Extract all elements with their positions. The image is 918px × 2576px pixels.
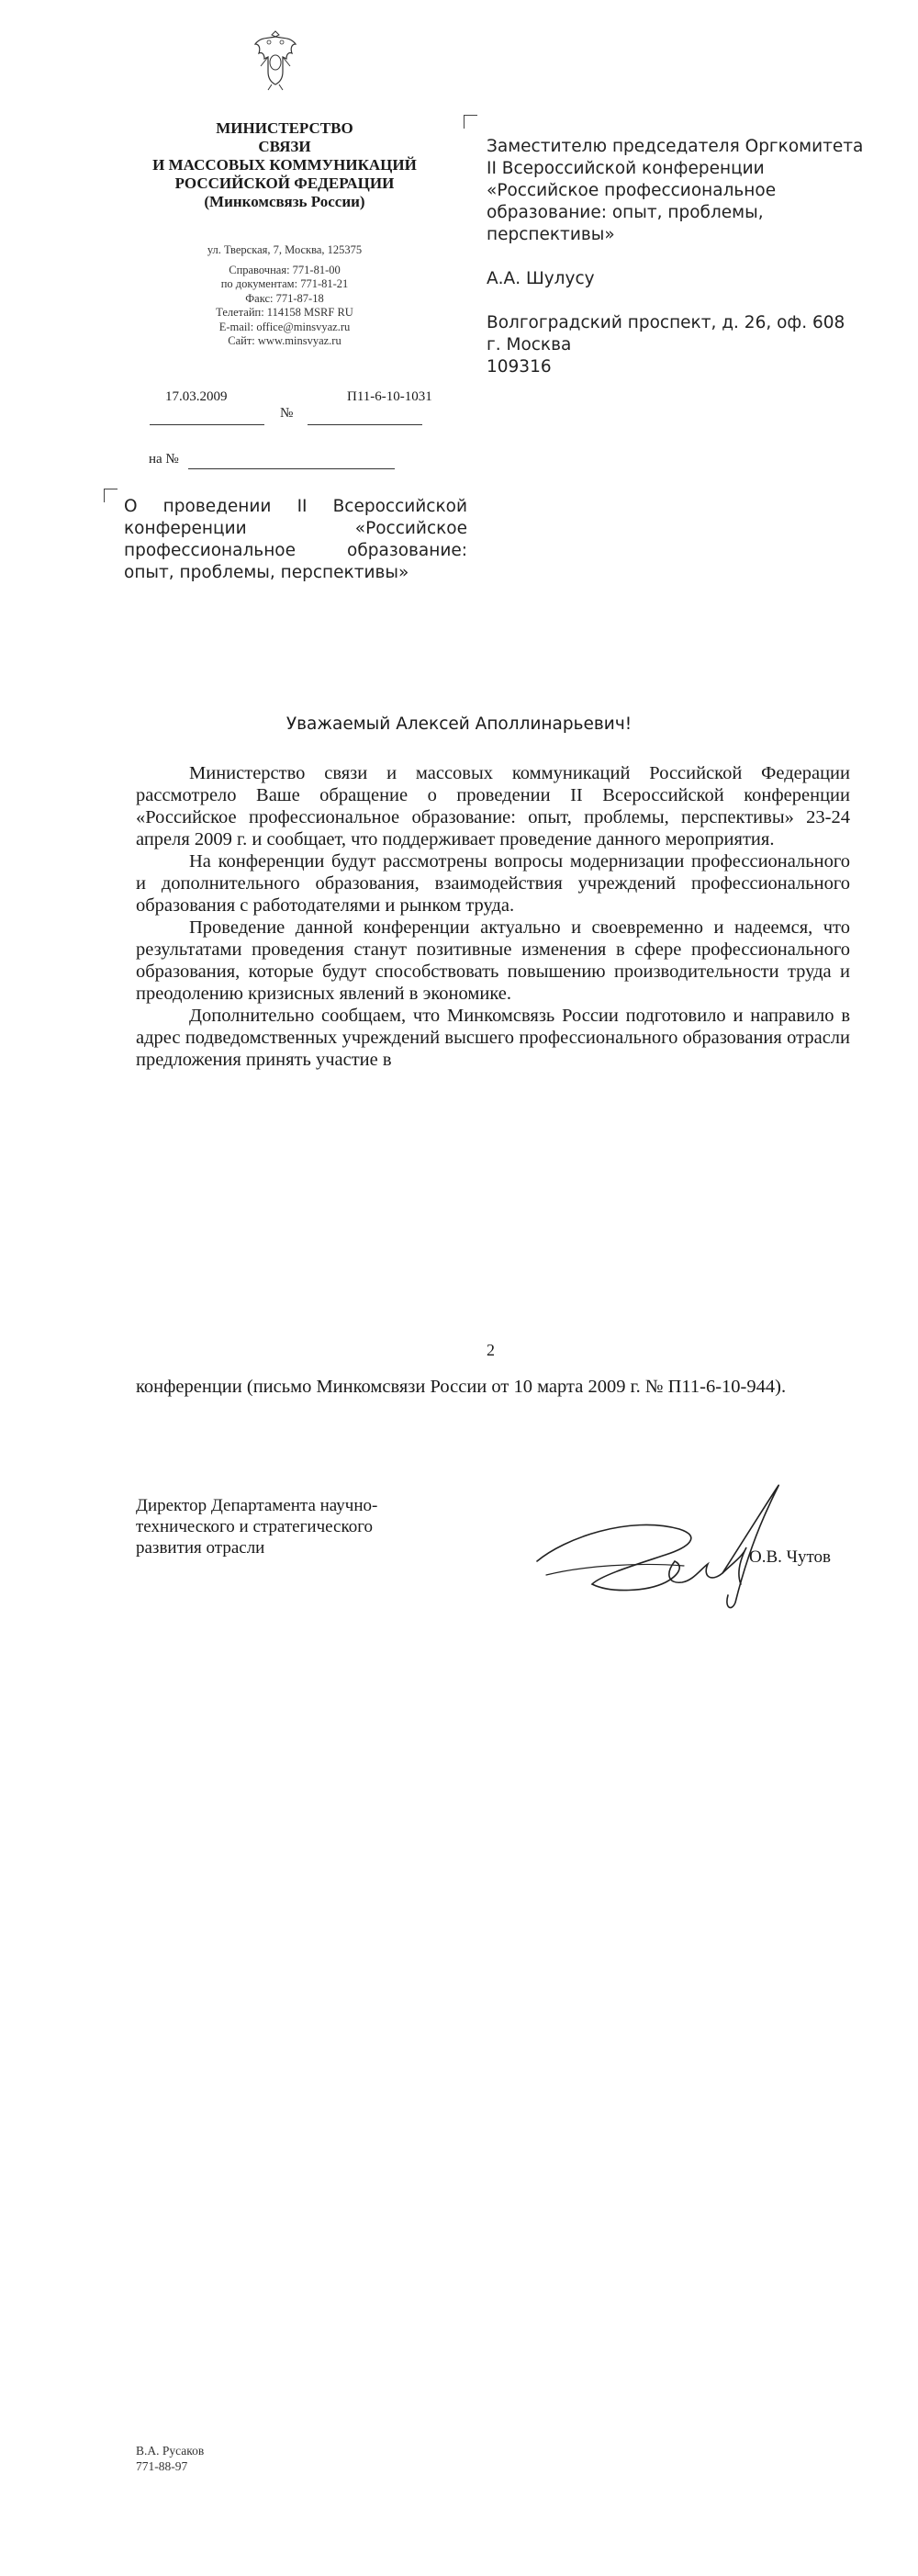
number-underline [308, 424, 422, 425]
contact-line: Факс: 771-87-18 [245, 291, 324, 305]
letter-body-continuation [136, 1376, 850, 1398]
coat-of-arms-emblem [248, 26, 303, 92]
recipient-line: перспективы» [487, 225, 615, 244]
signer-title-line: Директор Департамента научно- [136, 1496, 378, 1515]
executor-phone: 771-88-97 [136, 2459, 188, 2473]
contact-line: E-mail: office@minsvyaz.ru [218, 320, 351, 333]
contact-line: Справочная: 771-81-00 [229, 263, 341, 276]
body-paragraph: На конференции будут рассмотрены вопросы модернизации профессионального и дополнительного образования, взаимодействия учреждений профессионального образования с работодателями и рынком труда. [136, 851, 850, 916]
letter-subject: О проведении II Всероссийской конференции «Российское профессиональное образование: опыт, проблемы, перспективы» [124, 497, 467, 582]
number-sign: № [280, 406, 294, 421]
recipient-line: II Всероссийской конференции [487, 159, 765, 178]
recipient-line: образование: опыт, проблемы, [487, 203, 764, 222]
recipient-block [487, 136, 890, 378]
ministry-line: МИНИСТЕРСТВО [216, 119, 353, 137]
letter-body [136, 762, 850, 1071]
letter-date: 17.03.2009 [165, 389, 228, 404]
signer-name: О.В. Чутов [749, 1547, 832, 1567]
recipient-line: «Российское профессиональное [487, 181, 777, 200]
signer-title-line: развития отрасли [136, 1538, 265, 1558]
ministry-line: И МАССОВЫХ КОММУНИКАЦИЙ [152, 156, 417, 174]
recipient-address-line: г. Москва [487, 335, 572, 354]
recipient-address-line: Волгоградский проспект, д. 26, оф. 608 [487, 313, 845, 332]
signer-title [136, 1495, 448, 1558]
ministry-line: (Минкомсвязь России) [204, 193, 365, 210]
contact-line: ул. Тверская, 7, Москва, 125375 [207, 243, 363, 256]
ministry-line: СВЯЗИ [258, 138, 311, 155]
recipient-name: А.А. Шулусу [487, 269, 595, 288]
reply-reference-label: на № [149, 452, 179, 467]
salutation: Уважаемый Алексей Аполлинарьевич! [285, 714, 633, 734]
ministry-contacts [147, 243, 422, 349]
recipient-address-line: 109316 [487, 357, 552, 377]
body-paragraph: конференции (письмо Минкомсвязи России от 10 марта 2009 г. № П11-6-10-944). [136, 1377, 787, 1397]
reply-reference-underline [188, 468, 395, 469]
ministry-line: РОССИЙСКОЙ ФЕДЕРАЦИИ [174, 174, 395, 192]
page-number: 2 [487, 1341, 495, 1359]
date-underline [150, 424, 264, 425]
body-paragraph: Проведение данной конференции актуально и своевременно и надеемся, что результатами проведения станут позитивные изменения в сфере профессионального образования, которые будут способствовать повышению производительности труда и преодолению кризисных явлений в экономике. [136, 917, 850, 1004]
ministry-name [147, 119, 422, 211]
body-paragraph: Дополнительно сообщаем, что Минкомсвязь России подготовило и направило в адрес подведомственных учреждений высшего профессионального образования отрасли предложения принять участие в [136, 1006, 850, 1070]
body-paragraph: Министерство связи и массовых коммуникаций Российской Федерации рассмотрело Ваше обращение о проведении II Всероссийской конференции «Российское профессиональное образование: опыт, проблемы, перспективы» 23-24 апреля 2009 г. и сообщает, что поддерживает проведение данного мероприятия. [136, 763, 850, 849]
signer-title-line: технического и стратегического [136, 1517, 374, 1536]
executor-name: В.А. Русаков [136, 2444, 205, 2458]
contact-line: по документам: 771-81-21 [220, 277, 349, 290]
handwritten-signature [528, 1474, 794, 1616]
contact-line: Телетайп: 114158 MSRF RU [216, 306, 353, 319]
contact-line: Сайт: www.minsvyaz.ru [228, 334, 341, 347]
recipient-line: Заместителю председателя Оргкомитета [487, 137, 864, 156]
subject-corner-mark [104, 489, 118, 502]
executor-info [136, 2443, 204, 2474]
registration-number: П11-6-10-1031 [347, 389, 432, 404]
addressee-corner-mark [464, 115, 477, 129]
